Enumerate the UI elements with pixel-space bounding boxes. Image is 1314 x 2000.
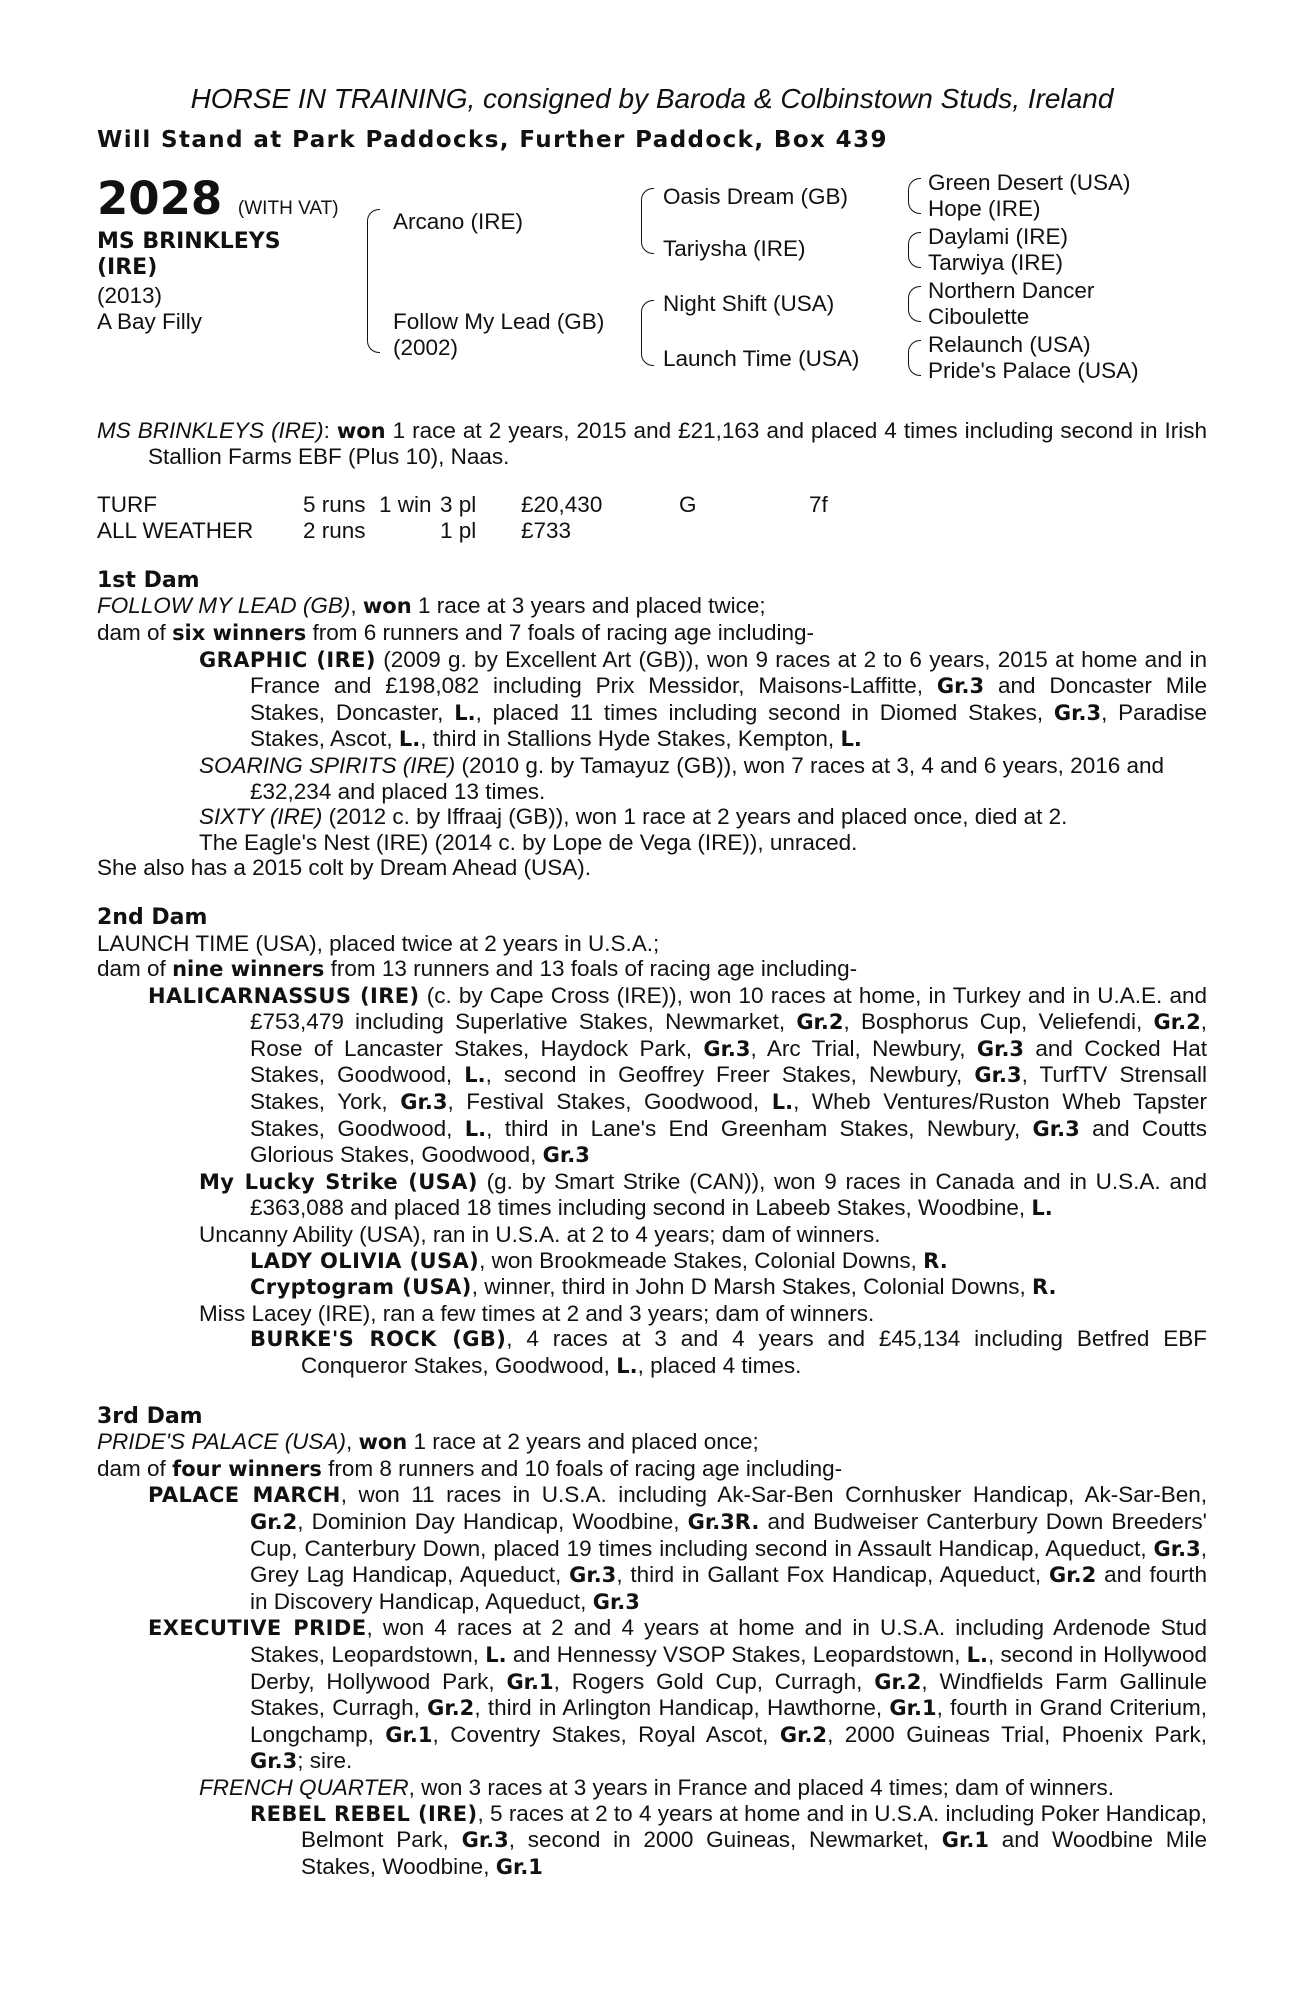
pedigree-sire-sire: Oasis Dream (GB): [663, 183, 849, 209]
lot-number: 2028 (WITH VAT): [97, 171, 339, 225]
produce-my-lucky-strike: My Lucky Strike (USA) (g. by Smart Strike (CAN)), won 9 races in Canada and in U.S.A. and £363,088 and placed 18 times including second in Labeeb Stakes, Woodbine, L.: [199, 1168, 1207, 1221]
consignor-heading: HORSE IN TRAINING, consigned by Baroda & Colbinstown Studs, Ireland: [190, 83, 1114, 114]
pedigree-gg-6: Ciboulette: [928, 303, 1030, 329]
pedigree-sire: Arcano (IRE): [393, 208, 524, 234]
gg-bracket-4: [908, 340, 921, 376]
vat-note: (WITH VAT): [237, 197, 339, 219]
pedigree-block: [97, 169, 1207, 404]
produce-eagles-nest: The Eagle's Nest (IRE) (2014 c. by Lope de Vega (IRE)), unraced.: [199, 829, 858, 855]
catalogue-page: [97, 82, 1207, 1880]
produce-executive-pride: EXECUTIVE PRIDE, won 4 races at 2 and 4 years at home and in U.S.A. including Ardenode Stud Stakes, Leopardstown, L. and Hennessy VSOP Stakes, Leopardstown, L., second in Hollywood Derby, Hollywood Park, Gr.1, Rogers Gold Cup, Curragh, Gr.2, Windfields Farm Gallinule Stakes, Curragh, Gr.2, third in Arlington Handicap, Hawthorne, Gr.1, fourth in Grand Criterium, Longchamp, Gr.1, Coventry Stakes, Royal Ascot, Gr.2, 2000 Guineas Trial, Phoenix Park, Gr.3; sire.: [148, 1615, 1207, 1774]
pedigree-dam-year: (2002): [393, 334, 459, 360]
pedigree-gg-8: Pride's Palace (USA): [928, 357, 1139, 383]
race-summary: MS BRINKLEYS (IRE): won 1 race at 2 years, 2015 and £21,163 and placed 4 times including second in Irish Stallion Farms EBF (Plus 10), Naas.: [97, 417, 1207, 470]
produce-palace-march: PALACE MARCH, won 11 races in U.S.A. including Ak-Sar-Ben Cornhusker Handicap, Ak-Sar-Ben, Gr.2, Dominion Day Handicap, Woodbine, Gr.3R. and Budweiser Canterbury Down Breeders' Cup, Canterbury Down, placed 19 times including second in Assault Handicap, Aqueduct, Gr.3, Grey Lag Handicap, Aqueduct, Gr.3, third in Gallant Fox Handicap, Aqueduct, Gr.2 and fourth in Discovery Handicap, Aqueduct, Gr.3: [148, 1482, 1207, 1614]
second-dam-line: LAUNCH TIME (USA), placed twice at 2 years in U.S.A.;: [97, 930, 660, 956]
second-dam-produce: dam of nine winners from 13 runners and 13 foals of racing age including-: [97, 956, 858, 982]
horse-year: (2013): [97, 282, 163, 308]
pedigree-dam: Follow My Lead (GB): [393, 308, 605, 334]
produce-2015-colt: She also has a 2015 colt by Dream Ahead (USA).: [97, 855, 592, 881]
pedigree-gg-7: Relaunch (USA): [928, 331, 1091, 357]
pedigree-dam-dam: Launch Time (USA): [663, 345, 860, 371]
sire-line-bracket: [641, 188, 654, 254]
third-dam-heading: 3rd Dam: [97, 1403, 203, 1429]
third-dam-line: PRIDE'S PALACE (USA), won 1 race at 2 years and placed once;: [97, 1429, 759, 1455]
horse-suffix: (IRE): [97, 254, 158, 280]
produce-cryptogram: Cryptogram (USA), winner, third in John D Marsh Stakes, Colonial Downs, R.: [250, 1274, 1057, 1300]
pedigree-gg-2: Hope (IRE): [928, 195, 1041, 221]
race-record-row: ALL WEATHER 2 runs 1 pl £733: [97, 517, 572, 543]
produce-french-quarter: FRENCH QUARTER, won 3 races at 3 years in France and placed 4 times; dam of winners.: [199, 1774, 1114, 1800]
pedigree-gg-3: Daylami (IRE): [928, 223, 1069, 249]
third-dam-produce: dam of four winners from 8 runners and 10 foals of racing age including-: [97, 1455, 843, 1481]
stand-location: Will Stand at Park Paddocks, Further Paddock, Box 439: [97, 127, 888, 153]
first-dam-line: FOLLOW MY LEAD (GB), won 1 race at 3 years and placed twice;: [97, 593, 766, 619]
pedigree-sire-dam: Tariysha (IRE): [663, 235, 806, 261]
horse-name: MS BRINKLEYS: [97, 228, 281, 254]
produce-soaring-spirits: SOARING SPIRITS (IRE) (2010 g. by Tamayuz (GB)), won 7 races at 3, 4 and 6 years, 2016 and £32,234 and placed 13 times.: [199, 752, 1165, 804]
race-record-row: TURF 5 runs 1 win 3 pl £20,430 G 7f: [97, 491, 828, 517]
produce-miss-lacey: Miss Lacey (IRE), ran a few times at 2 and 3 years; dam of winners.: [199, 1300, 875, 1326]
first-dam-produce: dam of six winners from 6 runners and 7 foals of racing age including-: [97, 619, 815, 645]
gg-bracket-3: [908, 286, 921, 322]
produce-rebel-rebel: REBEL REBEL (IRE), 5 races at 2 to 4 years at home and in U.S.A. including Poker Handicap, Belmont Park, Gr.3, second in 2000 Guineas, Newmarket, Gr.1 and Woodbine Mile Stakes, Woodbine, Gr.1: [250, 1800, 1207, 1879]
gg-bracket-1: [908, 178, 921, 214]
second-dam-heading: 2nd Dam: [97, 904, 208, 930]
race-record-table: [97, 492, 828, 544]
produce-halicarnassus: HALICARNASSUS (IRE) (c. by Cape Cross (IRE)), won 10 races at home, in Turkey and in U.A.E. and £753,479 including Superlative Stakes, Newmarket, Gr.2, Bosphorus Cup, Veliefendi, Gr.2, Rose of Lancaster Stakes, Haydock Park, Gr.3, Arc Trial, Newbury, Gr.3 and Cocked Hat Stakes, Goodwood, L., second in Geoffrey Freer Stakes, Newbury, Gr.3, TurfTV Strensall Stakes, York, Gr.3, Festival Stakes, Goodwood, L., Wheb Ventures/Ruston Wheb Tapster Stakes, Goodwood, L., third in Lane's End Greenham Stakes, Newbury, Gr.3 and Coutts Glorious Stakes, Goodwood, Gr.3: [148, 982, 1207, 1168]
pedigree-gg-1: Green Desert (USA): [928, 169, 1131, 195]
produce-graphic: GRAPHIC (IRE) (2009 g. by Excellent Art (GB)), won 9 races at 2 to 6 years, 2015 at home and in France and £198,082 including Prix Messidor, Maisons-Laffitte, Gr.3 and Doncaster Mile Stakes, Doncaster, L., placed 11 times including second in Diomed Stakes, Gr.3, Paradise Stakes, Ascot, L., third in Stallions Hyde Stakes, Kempton, L.: [199, 646, 1207, 752]
pedigree-gg-4: Tarwiya (IRE): [928, 249, 1064, 275]
sire-bracket: [367, 209, 380, 353]
produce-lady-olivia: LADY OLIVIA (USA), won Brookmeade Stakes, Colonial Downs, R.: [250, 1247, 948, 1273]
produce-sixty: SIXTY (IRE) (2012 c. by Iffraaj (GB)), won 1 race at 2 years and placed once, died at 2.: [199, 804, 1068, 830]
produce-uncanny-ability: Uncanny Ability (USA), ran in U.S.A. at 2 to 4 years; dam of winners.: [199, 1222, 881, 1248]
pedigree-dam-sire: Night Shift (USA): [663, 290, 835, 316]
dam-line-bracket: [641, 300, 654, 366]
horse-description: A Bay Filly: [97, 308, 203, 334]
gg-bracket-2: [908, 232, 921, 268]
pedigree-gg-5: Northern Dancer: [928, 277, 1095, 303]
produce-burkes-rock: BURKE'S ROCK (GB), 4 races at 3 and 4 years and £45,134 including Betfred EBF Conqueror Stakes, Goodwood, L., placed 4 times.: [250, 1326, 1208, 1378]
first-dam-heading: 1st Dam: [97, 567, 200, 593]
